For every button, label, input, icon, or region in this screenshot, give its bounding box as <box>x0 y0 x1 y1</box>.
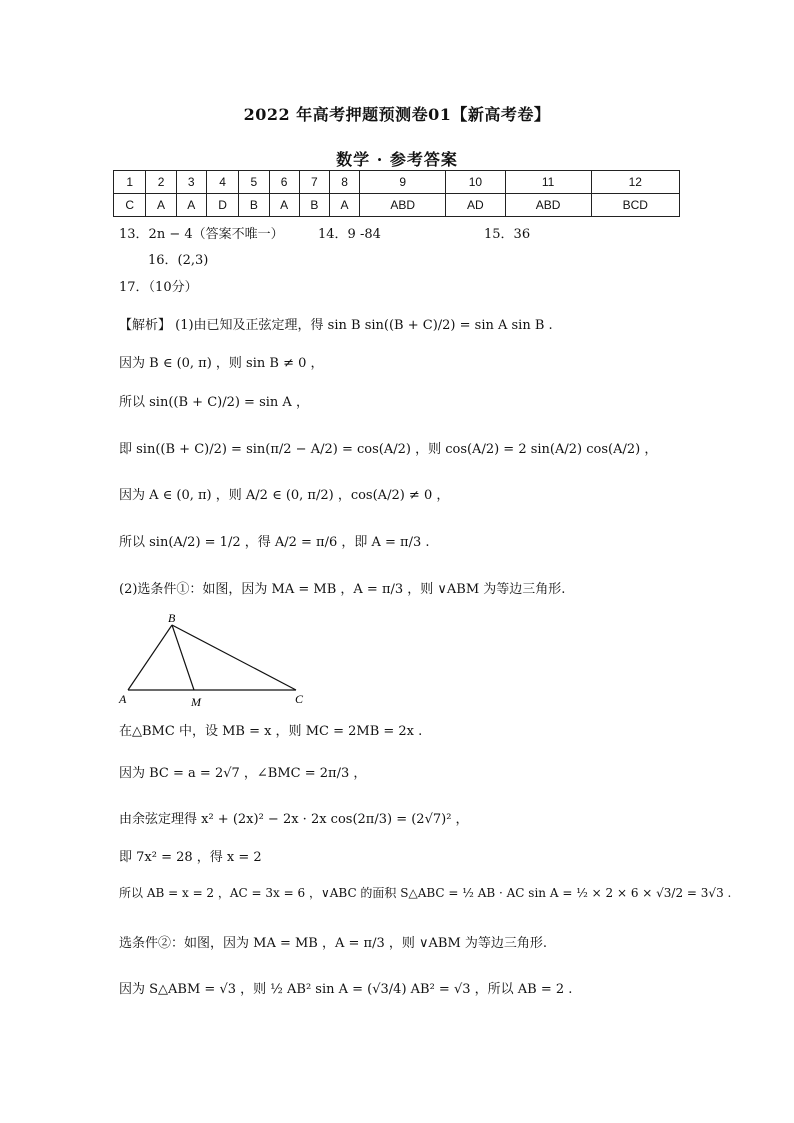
question-number: 1 <box>114 171 146 194</box>
answer-cell: A <box>176 194 206 217</box>
solution-line: 所以 sin((B + C)/2) = sin A ， <box>119 395 309 410</box>
question-17-heading: 17．（10分） <box>119 280 198 295</box>
page-title: 2022 年高考押题预测卷01【新高考卷】 <box>243 105 551 124</box>
side-ab <box>128 625 172 690</box>
answer-table-number-row <box>114 171 680 194</box>
answer-cell: D <box>206 194 238 217</box>
answer-cell: AD <box>446 194 505 217</box>
solution-line: 由余弦定理得 x² + (2x)² − 2x · 2x cos(2π/3) = (2√7)² ， <box>119 812 469 827</box>
answer-cell: B <box>299 194 329 217</box>
answer-cell: BCD <box>591 194 679 217</box>
vertex-label-m: M <box>191 695 201 709</box>
answer-cell: A <box>329 194 359 217</box>
question-number: 9 <box>360 171 446 194</box>
answer-cell: A <box>146 194 176 217</box>
question-number: 6 <box>269 171 299 194</box>
answer-cell: B <box>239 194 269 217</box>
answer-16: 16．(2,3) <box>148 253 209 268</box>
solution-line: 即 7x² = 28 ，得 x = 2 <box>119 850 262 865</box>
solution-line: 因为 A ∈ (0, π) ，则 A/2 ∈ (0, π/2) ，cos(A/2) ≠ 0 ， <box>119 488 450 503</box>
vertex-label-b: B <box>168 612 176 625</box>
solution-line: 因为 BC = a = 2√7 ，∠BMC = 2π/3 ， <box>119 766 367 781</box>
answer-cell: A <box>269 194 299 217</box>
question-number: 4 <box>206 171 238 194</box>
answer-table-answer-row <box>114 194 680 217</box>
question-number: 5 <box>239 171 269 194</box>
answer-table <box>113 170 680 217</box>
question-number: 7 <box>299 171 329 194</box>
solution-line: 【解析】 (1)由已知及正弦定理，得 sin B sin((B + C)/2) = sin A sin B . <box>119 318 553 333</box>
solution-line: 因为 S△ABM = √3 ，则 ½ AB² sin A = (√3/4) AB² = √3 ，所以 AB = 2 . <box>119 982 573 997</box>
answer-cell: ABD <box>360 194 446 217</box>
solution-line: 所以 sin(A/2) = 1/2 ，得 A/2 = π/6 ，即 A = π/3 . <box>119 535 430 550</box>
vertex-label-c: C <box>295 692 304 706</box>
question-number: 12 <box>591 171 679 194</box>
answer-15: 15．36 <box>484 227 531 242</box>
triangle-figure <box>115 612 315 712</box>
page-subtitle: 数学 · 参考答案 <box>336 150 458 169</box>
answer-cell: C <box>114 194 146 217</box>
solution-line: (2)选条件①：如图，因为 MA = MB ，A = π/3 ，则 ∨ABM 为等边三角形. <box>119 582 566 597</box>
solution-line: 所以 AB = x = 2 ，AC = 3x = 6 ，∨ABC 的面积 S△ABC = ½ AB · AC sin A = ½ × 2 × 6 × √3/2 = 3√3 . <box>119 886 732 900</box>
question-number: 10 <box>446 171 505 194</box>
question-number: 2 <box>146 171 176 194</box>
answer-cell: ABD <box>505 194 591 217</box>
question-number: 3 <box>176 171 206 194</box>
answer-13: 13．2n − 4（答案不唯一） <box>119 227 284 242</box>
question-number: 8 <box>329 171 359 194</box>
answer-14: 14．9 -84 <box>318 227 381 242</box>
solution-line: 在△BMC 中，设 MB = x ，则 MC = 2MB = 2x . <box>119 724 423 739</box>
solution-line: 因为 B ∈ (0, π) ，则 sin B ≠ 0 ， <box>119 356 324 371</box>
solution-line: 选条件②：如图，因为 MA = MB ，A = π/3 ，则 ∨ABM 为等边三角形. <box>119 936 548 951</box>
question-number: 11 <box>505 171 591 194</box>
solution-line: 即 sin((B + C)/2) = sin(π/2 − A/2) = cos(A/2) ，则 cos(A/2) = 2 sin(A/2) cos(A/2) ， <box>119 442 658 457</box>
vertex-label-a: A <box>119 692 127 706</box>
